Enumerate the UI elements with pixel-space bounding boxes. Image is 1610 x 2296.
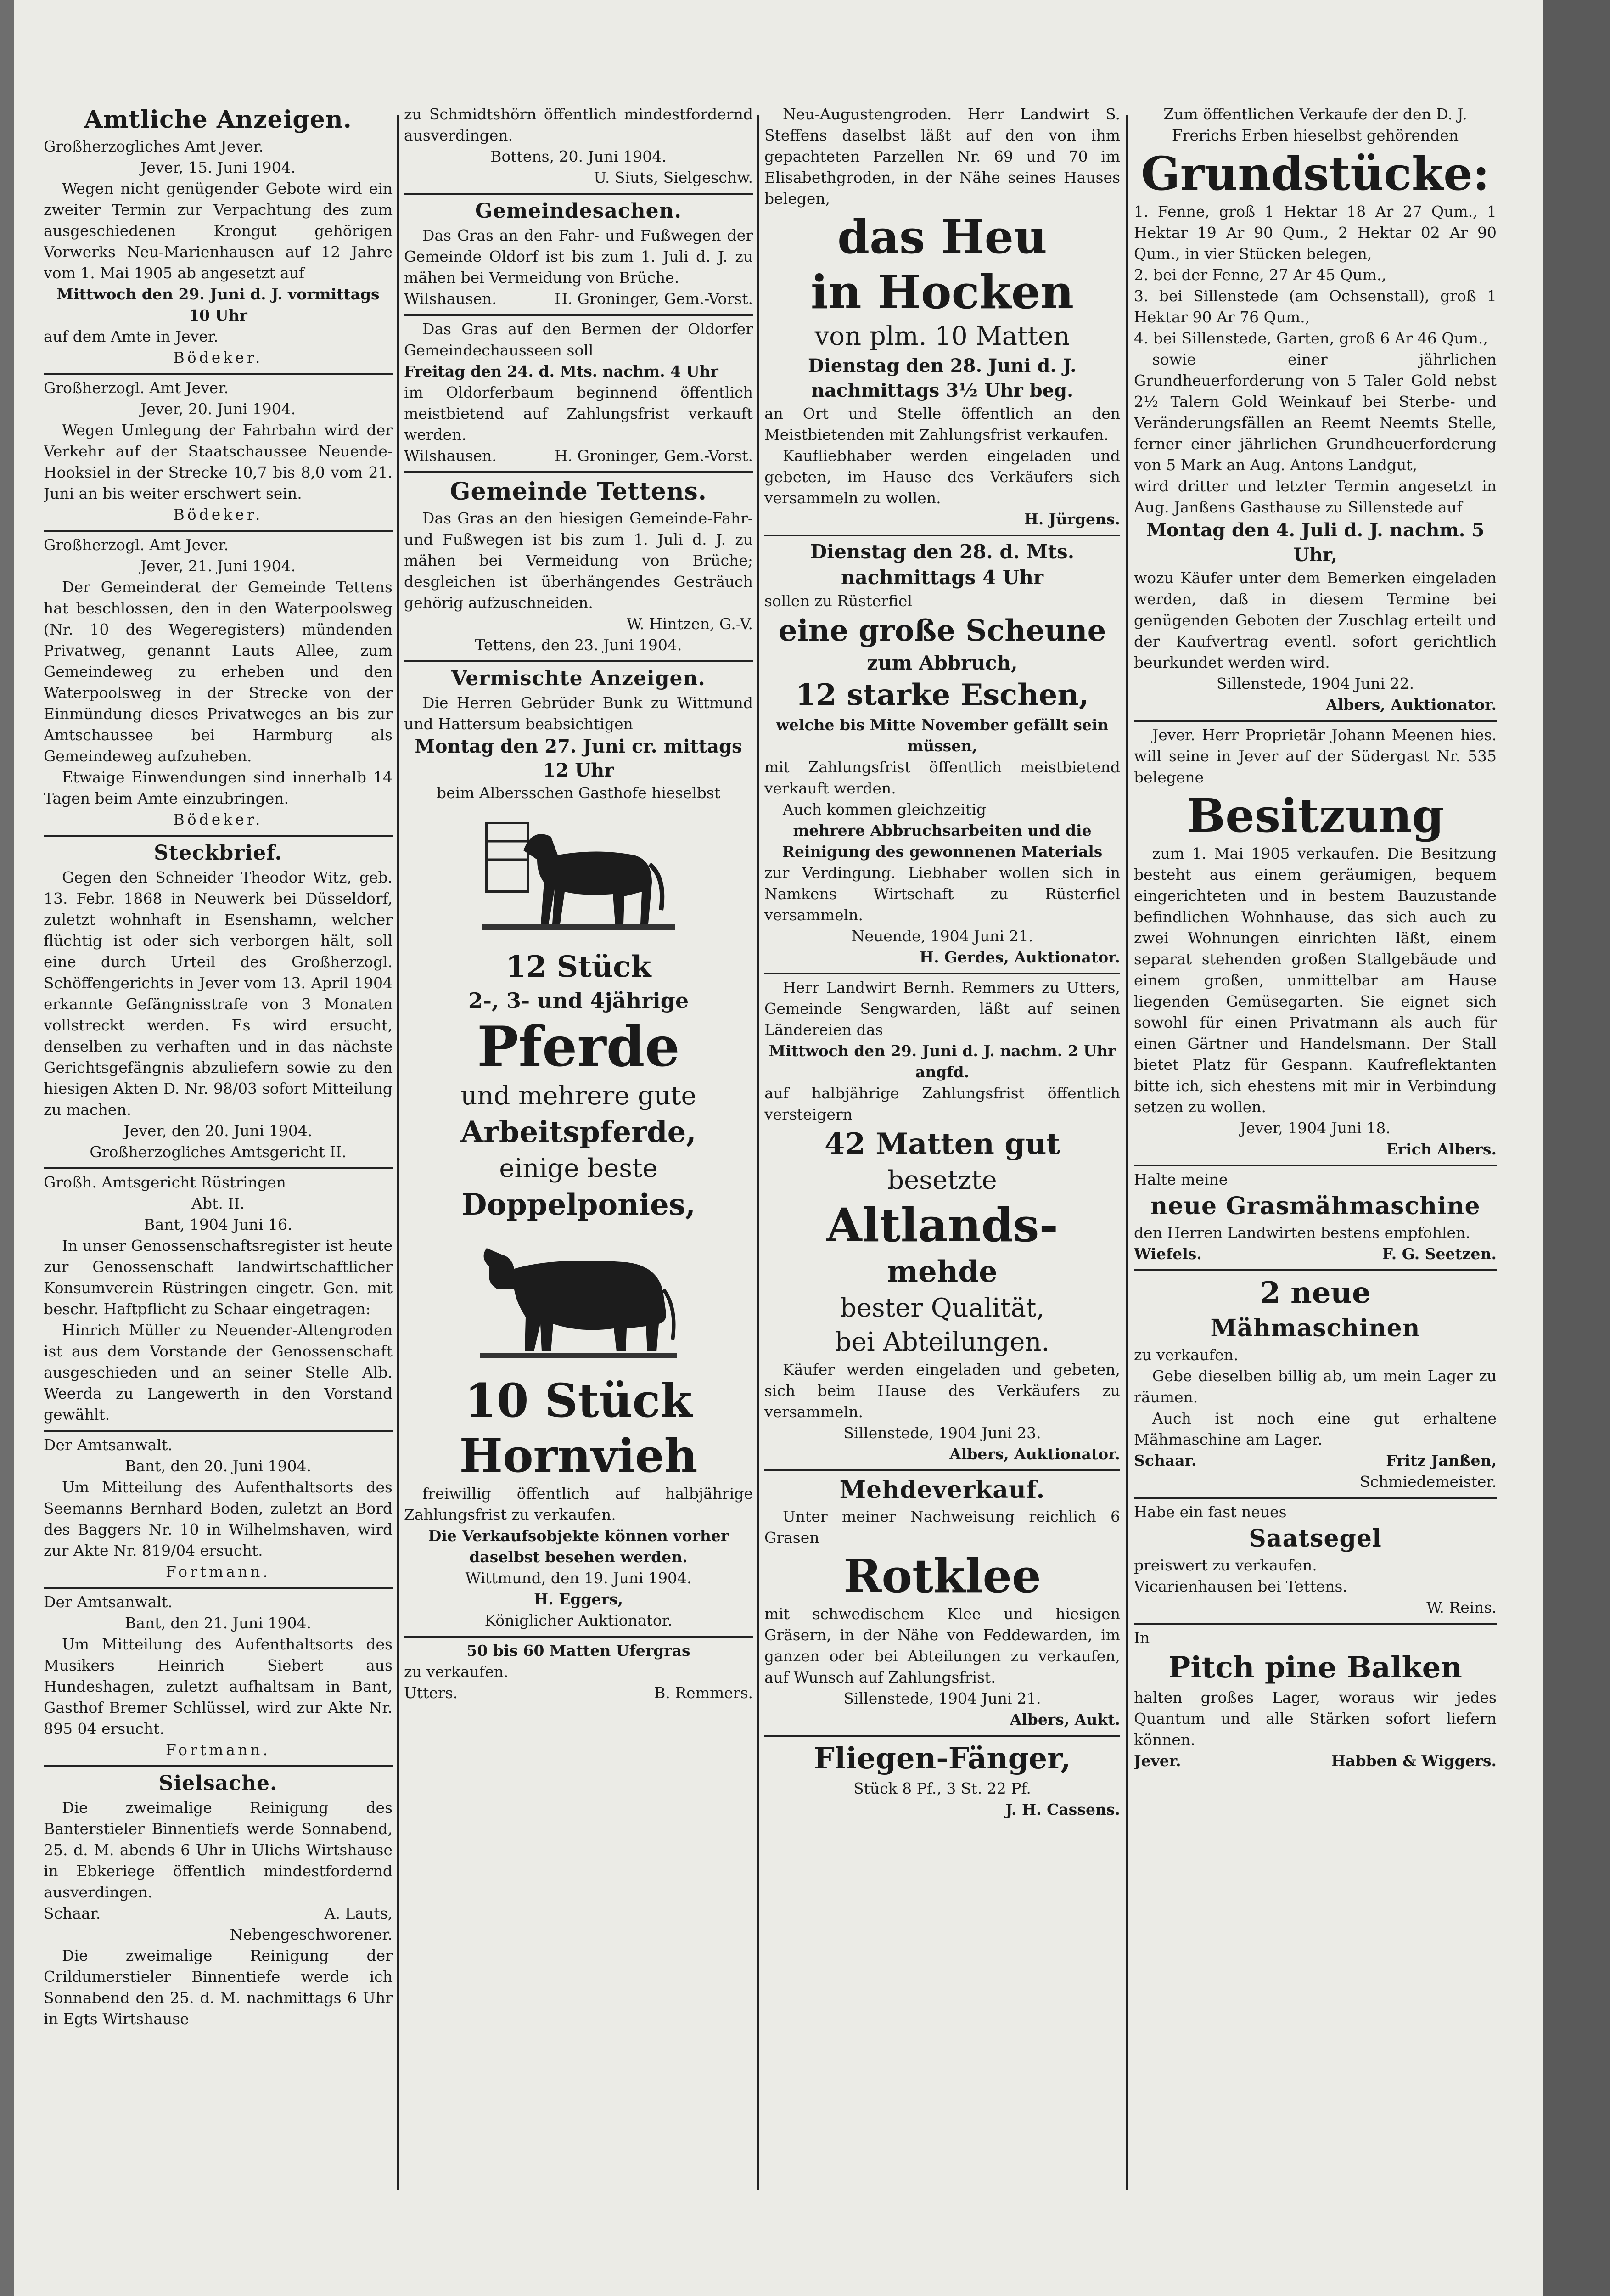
date-line: Bottens, 20. Juni 1904. — [490, 147, 667, 165]
body-emphasis: mehrere Abbruchsarbeiten und die Reinigung des gewonnenen Materials — [782, 822, 1103, 861]
horse-illustration — [404, 804, 753, 948]
headline: Arbeitspferde, — [460, 1115, 696, 1149]
authority-line: Großherzogliches Amt Jever. — [44, 137, 264, 155]
headline: Besitzung — [1186, 788, 1444, 843]
date-line: Jever, 15. Juni 1904. — [140, 158, 296, 176]
signature: A. Lauts, — [324, 1904, 393, 1922]
signature: Albers, Auktionator. — [1326, 696, 1497, 714]
signature: W. Hintzen, G.-V. — [626, 615, 753, 633]
ad-besitzung — [1134, 722, 1497, 1166]
body-text: Die zweimalige Reinigung der Crildumerstieler Binnentiefe werde ich Sonnabend den 25. d. M. nachmittags 6 Uhr in Egts Wirtshause — [44, 1947, 393, 2028]
headline: 10 Stück — [465, 1373, 692, 1428]
ad-title: Gemeinde Tettens. — [450, 478, 707, 506]
ad-amtsanwalt-2 — [44, 1589, 393, 1767]
ad-rotklee — [764, 1471, 1120, 1737]
body-text: In unser Genossenschaftsregister ist heute zur Genossenschaft landwirtschaftlicher Konsumverein Rüstringen eingetr. Gen. mit beschr. Haftpflicht zu Schaar eingetragen: — [44, 1237, 393, 1318]
ad-genossenschaft — [44, 1169, 393, 1432]
body-text: Um Mitteilung des Aufenthaltsorts des Seemanns Bernhard Boden, zuletzt an Bord des Baggers Nr. 10 in Wilhelmshaven, wird zur Akte Nr. 819/04 ersucht. — [44, 1478, 393, 1559]
date-line: Bant, den 21. Juni 1904. — [124, 1614, 312, 1632]
signature: H. Groninger, Gem.-Vorst. — [554, 290, 753, 308]
signature: B. Remmers. — [654, 1684, 753, 1702]
ad-gemeinderat — [44, 532, 393, 837]
body-text: Unter meiner Nachweisung reichlich 6 Grasen — [764, 1508, 1120, 1547]
body-text: zum 1. Mai 1905 verkaufen. Die Besitzung besteht aus einem geräumigen, bequem eingerichteten und in bestem Bauzustande befindlichen Wohnhause, das sich auch zu zwei Wohnungen einrichten läßt, einem separat stehenden großen Stallgebäude und einem großen, unmittelbar am Hause liegenden Gemüsegarten. Sie eignet sich sowohl für einen Privatmann als auch für einen Gärtner und Handelsmann. Der Stall bietet Platz für Gespann. Kaufreflektanten bitte ich, sich ehestens mit mir in Verbindung setzen zu wollen. — [1134, 844, 1497, 1116]
signature-place: Utters. — [404, 1684, 458, 1702]
ad-tettens — [404, 473, 753, 662]
body-text: beim Albersschen Gasthofe hieselbst — [437, 784, 720, 802]
section-heading: Vermischte Anzeigen. — [451, 667, 706, 690]
headline: Doppelponies, — [461, 1187, 696, 1222]
signature: Albers, Aukt. — [1010, 1711, 1120, 1728]
body-text: Jever. Herr Proprietär Johann Meenen hies. will seine in Jever auf der Südergast Nr. 535 belegene — [1134, 726, 1497, 786]
column-rule — [757, 115, 759, 2190]
body-text: Die zweimalige Reinigung des Banterstieler Binnentiefs werde Sonnabend, 25. d. M. abends 6 Uhr in Ulichs Wirtshause in Ebkeriege öffentlich mindestfordernd ausverdingen. — [44, 1799, 393, 1901]
list-item: 3. bei Sillenstede (am Ochsenstall), groß 1 Hektar 90 Ar 76 Qum., — [1134, 287, 1497, 326]
cow-illustration — [404, 1224, 753, 1373]
note-emphasis: Die Verkaufsobjekte können vorher daselbst besehen werden. — [428, 1527, 729, 1566]
headline: in Hocken — [810, 265, 1074, 319]
signature: Albers, Auktionator. — [949, 1445, 1120, 1463]
ad-heu — [764, 101, 1120, 536]
headline: Pitch pine Balken — [1168, 1650, 1462, 1685]
ad-amtliche — [44, 101, 393, 375]
ad-schmidtshoern — [404, 101, 753, 195]
subheadline: bester Qualität, — [840, 1293, 1045, 1323]
signature-place: Schaar. — [44, 1904, 101, 1922]
date-line: Jever, 21. Juni 1904. — [140, 557, 296, 575]
signature-place: Wilshausen. — [404, 290, 497, 308]
body-text: mit Zahlungsfrist öffentlich meistbietend verkauft werden. — [764, 758, 1120, 797]
date-emphasis: Dienstag den 28. d. Mts. nachmittags 4 Uhr — [810, 540, 1075, 589]
signature: Bödeker. — [173, 810, 263, 828]
date-emphasis: Freitag den 24. d. Mts. nachm. 4 Uhr — [404, 362, 718, 380]
signature: F. G. Seetzen. — [1382, 1245, 1497, 1263]
signature: U. Siuts, Sielgeschw. — [594, 169, 753, 186]
signature-row — [1134, 1450, 1497, 1471]
signature: W. Reins. — [1426, 1598, 1497, 1616]
signature: H. Eggers, — [534, 1590, 623, 1608]
ad-gemeindesachen — [404, 195, 753, 316]
signature: Erich Albers. — [1386, 1140, 1497, 1158]
ad-title: Mehdeverkauf. — [839, 1476, 1045, 1504]
body-text: im Oldorferbaum beginnend öffentlich meistbietend auf Zahlungsfrist verkauft werden. — [404, 383, 753, 444]
body-text: sowie einer jährlichen Grundheuerforderung von 5 Taler Gold nebst 2½ Talern Gold Weinkauf bei Sterbe- und Veränderungsfällen an Reemt Neemts Stelle, ferner einer jährlichen Grundheuerforderung von 5 Mark an Aug. Antons Landgut, — [1134, 350, 1497, 474]
date-line: Jever, den 20. Juni 1904. — [123, 1122, 313, 1140]
ad-scheune — [764, 536, 1120, 974]
subheadline: bei Abteilungen. — [835, 1327, 1050, 1357]
ad-fliegen — [764, 1737, 1120, 1825]
body-text: Vicarienhausen bei Tettens. — [1134, 1577, 1347, 1595]
body-text: den Herren Landwirten bestens empfohlen. — [1134, 1224, 1470, 1242]
headline: Saatsegel — [1249, 1525, 1382, 1553]
headline: Pferde — [477, 1014, 680, 1079]
date-emphasis: Mittwoch den 29. Juni d. J. vormittags 10 Uhr — [56, 285, 380, 324]
ad-title: Steckbrief. — [154, 841, 282, 865]
signature-place: Jever. — [1134, 1752, 1181, 1770]
headline: Mähmaschinen — [1210, 1314, 1420, 1342]
body-text: Halte meine — [1134, 1171, 1228, 1188]
headline: 12 starke Eschen, — [795, 678, 1089, 712]
list-item: 2. bei der Fenne, 27 Ar 45 Qum., — [1134, 266, 1386, 284]
date-emphasis: Mittwoch den 29. Juni d. J. nachm. 2 Uhr angfd. — [769, 1042, 1116, 1081]
ad-saatsegel — [1134, 1499, 1497, 1625]
body-text: zu verkaufen. — [1134, 1346, 1239, 1364]
subheadline: einige beste — [499, 1154, 658, 1183]
ad-steckbrief — [44, 837, 393, 1169]
body-text: zu verkaufen. — [404, 1663, 509, 1681]
date-emphasis: Dienstag den 28. Juni d. J. nachmittags 3½ Uhr beg. — [808, 355, 1077, 401]
headline: besetzte — [887, 1165, 997, 1195]
ad-amtsanwalt-1 — [44, 1432, 393, 1589]
headline: Altlands- — [826, 1198, 1058, 1252]
list-item: 1. Fenne, groß 1 Hektar 18 Ar 27 Qum., 1 Hektar 19 Ar 90 Qum., 2 Hektar 02 Ar 90 Qum., in vier Stücken belegen, — [1134, 203, 1497, 263]
date-line: Wittmund, den 19. Juni 1904. — [465, 1569, 692, 1587]
date-emphasis: Montag den 27. Juni cr. mittags 12 Uhr — [415, 736, 742, 781]
signature-title: Schmiedemeister. — [1359, 1473, 1497, 1491]
date-line: Sillenstede, 1904 Juni 22. — [1216, 675, 1414, 692]
authority-line: Großh. Amtsgericht Rüstringen — [44, 1173, 286, 1191]
body-text: Gegen den Schneider Theodor Witz, geb. 13. Febr. 1868 in Neuwerk bei Düsseldorf, zuletzt wohnhaft in Esenshamn, welcher flüchtig ist oder sich verborgen hält, soll eine durch Urteil des Großherzogl. Schöffengerichts in Jever vom 13. April 1904 erkannte Gefängnisstrafe von 3 Monaten vollstreckt werden. Es wird ersucht, denselben zu verhaften und in das nächste Gerichtsgefängnis abzuliefern sowie zu den hiesigen Akten D. Nr. 98/03 sofort Mitteilung zu machen. — [44, 868, 393, 1119]
headline: 2 neue — [1260, 1276, 1371, 1310]
column-2 — [404, 101, 753, 2195]
headline: 42 Matten gut — [824, 1127, 1060, 1161]
body-text: Um Mitteilung des Aufenthaltsorts des Musikers Heinrich Siebert aus Hundeshagen, zuletzt aufhaltsam in Bant, Gasthof Bremer Schlüssel, wird zur Akte Nr. 895 04 ersucht. — [44, 1635, 393, 1738]
headline: Grundstücke: — [1141, 146, 1490, 201]
page-edge — [1543, 0, 1610, 2296]
ad-title: Sielsache. — [158, 1772, 278, 1795]
column-rule — [397, 115, 399, 2190]
date-line: Bant, 1904 Juni 16. — [144, 1216, 292, 1233]
body-text: In — [1134, 1629, 1150, 1647]
signature: H. Groninger, Gem.-Vorst. — [554, 447, 753, 465]
subheadline: von plm. 10 Matten — [814, 321, 1070, 351]
signature: Fortmann. — [166, 1563, 270, 1581]
authority-line: Abt. II. — [191, 1194, 245, 1212]
body-text: Das Gras auf den Bermen der Oldorfer Gemeindechausseen soll — [404, 320, 753, 359]
body-text: Zum öffentlichen Verkaufe der den D. J. Frerichs Erben hieselbst gehörenden — [1163, 105, 1467, 144]
date-line: Jever, 1904 Juni 18. — [1240, 1119, 1391, 1137]
body-text: wozu Käufer unter dem Bemerken eingeladen werden, daß in diesem Termine bei genügenden Geboten der Zuschlag erteilt und der Kaufvertrag eventl. sofort gerichtlich beurkundet werden wird. — [1134, 569, 1497, 671]
ad-bermen — [404, 316, 753, 473]
authority-line: Der Amtsanwalt. — [44, 1436, 173, 1454]
signature-place: Schaar. — [1134, 1452, 1197, 1469]
section-heading: Amtliche Anzeigen. — [84, 106, 352, 134]
signature-row — [44, 1903, 393, 1924]
subheadline: welche bis Mitte November gefällt sein müssen, — [776, 716, 1109, 755]
signature-row — [1134, 1750, 1497, 1772]
body-text: Habe ein fast neues — [1134, 1503, 1287, 1521]
body-text: Hinrich Müller zu Neuender-Altengroden ist aus dem Vorstande der Genossenschaft ausgeschieden und an seiner Stelle Alb. Weerda zu Langewerth in den Vorstand gewählt. — [44, 1321, 393, 1424]
headline: Rotklee — [843, 1549, 1041, 1603]
subheadline: zum Abbruch, — [867, 652, 1018, 674]
ad-title: 50 bis 60 Matten Ufergras — [466, 1642, 690, 1660]
list-item: 4. bei Sillenstede, Garten, groß 6 Ar 46 Qum., — [1134, 329, 1488, 347]
headline: mehde — [887, 1255, 998, 1289]
body-text: auf dem Amte in Jever. — [44, 327, 219, 345]
ad-sielsache — [44, 1767, 393, 2034]
ad-pitchpine — [1134, 1625, 1497, 1776]
ad-grasmaeh — [1134, 1166, 1497, 1271]
signature: Fritz Janßen, — [1386, 1452, 1497, 1469]
signature: Habben & Wiggers. — [1331, 1752, 1497, 1770]
ad-title: Gemeindesachen. — [475, 199, 682, 223]
body-text: Auch ist noch eine gut erhaltene Mähmaschine am Lager. — [1134, 1409, 1497, 1448]
signature: Bödeker. — [173, 506, 263, 523]
body-text: Die Herren Gebrüder Bunk zu Wittmund und Hattersum beabsichtigen — [404, 694, 753, 733]
signature-row — [404, 1683, 753, 1704]
signature: Bödeker. — [173, 349, 263, 366]
column-4 — [1134, 101, 1497, 2195]
body-text: preiswert zu verkaufen. — [1134, 1556, 1317, 1574]
headline: eine große Scheune — [778, 613, 1106, 648]
signature: H. Gerdes, Auktionator. — [919, 948, 1120, 966]
ad-ufergras — [404, 1638, 753, 1708]
body-text: wird dritter und letzter Termin angesetzt in Aug. Janßens Gasthause zu Sillenstede auf — [1134, 477, 1497, 516]
headline: das Heu — [837, 210, 1047, 264]
authority-line: Großherzogl. Amt Jever. — [44, 536, 229, 554]
body-text: sollen zu Rüsterfiel — [764, 592, 913, 610]
body-text: Herr Landwirt Bernh. Remmers zu Utters, Gemeinde Sengwarden, läßt auf seinen Ländereien das — [764, 979, 1120, 1039]
ad-pferde-auktion — [404, 662, 753, 1638]
signature: J. H. Cassens. — [1005, 1801, 1120, 1818]
ad-mehde — [764, 974, 1120, 1471]
signature: Großherzogliches Amtsgericht II. — [90, 1143, 347, 1161]
signature-row — [404, 445, 753, 467]
column-3 — [764, 101, 1120, 2195]
headline: Fliegen-Fänger, — [813, 1741, 1071, 1776]
headline: Hornvieh — [459, 1429, 698, 1483]
body-text: Der Gemeinderat der Gemeinde Tettens hat beschlossen, den in den Waterpoolsweg (Nr. 10 des Wegeregisters) mündenden Privatweg, genannt Lauts Allee, zum Gemeindeweg zu erheben und den Waterpoolsweg in der Strecke von der Einmündung dieses Privatweges an bis zur Amtschaussee bei Harmburg als Gemeindeweg aufzuheben. — [44, 578, 393, 765]
body-text: Käufer werden eingeladen und gebeten, sich beim Hause des Verkäufers zu versammeln. — [764, 1361, 1120, 1421]
body-text: freiwillig öffentlich auf halbjährige Zahlungsfrist zu verkaufen. — [404, 1485, 753, 1524]
body-text: an Ort und Stelle öffentlich an den Meistbietenden mit Zahlungsfrist verkaufen. — [764, 405, 1120, 444]
body-text: zur Verdingung. Liebhaber wollen sich in Namkens Wirtschaft zu Rüsterfiel versammeln. — [764, 864, 1120, 924]
date-line: Sillenstede, 1904 Juni 21. — [843, 1689, 1041, 1707]
body-text: Das Gras an den Fahr- und Fußwegen der Gemeinde Oldorf ist bis zum 1. Juli d. J. zu mähen bei Vermeidung von Brüche. — [404, 226, 753, 287]
body-text: Das Gras an den hiesigen Gemeinde-Fahr- und Fußwegen ist bis zum 1. Juli d. J. zu mähen bei Vermeidung von Brüche; desgleichen ist überhängendes Gesträuch gehörig aufzuschneiden. — [404, 509, 753, 612]
body-text: Kaufliebhaber werden eingeladen und gebeten, im Hause des Verkäufers sich versammeln zu wollen. — [764, 447, 1120, 507]
body-text: Gebe dieselben billig ab, um mein Lager zu räumen. — [1134, 1367, 1497, 1406]
column-1 — [44, 101, 393, 2195]
ad-maehmaschinen — [1134, 1271, 1497, 1499]
authority-line: Der Amtsanwalt. — [44, 1593, 173, 1611]
signature-title: Nebengeschworener. — [230, 1925, 393, 1943]
column-rule — [1126, 115, 1128, 2190]
headline: neue Grasmähmaschine — [1150, 1192, 1481, 1220]
signature-row — [404, 288, 753, 310]
signature: H. Jürgens. — [1024, 510, 1120, 528]
body-text: Wegen nicht genügender Gebote wird ein zweiter Termin zur Verpachtung des zum ausgeschiedenen Krongut gehörigen Vorwerks Neu-Marienhausen auf 12 Jahre vom 1. Mai 1905 ab angesetzt auf — [44, 180, 393, 282]
body-text: auf halbjährige Zahlungsfrist öffentlich versteigern — [764, 1084, 1120, 1123]
signature: Fortmann. — [166, 1741, 270, 1759]
body-text: Wegen Umlegung der Fahrbahn wird der Verkehr auf der Staatschaussee Neuende-Hooksiel in der Strecke 10,7 bis 8,0 vom 21. Juni an bis weiter erschwert sein. — [44, 421, 393, 502]
signature-title: Königlicher Auktionator. — [484, 1611, 673, 1629]
authority-line: Großherzogl. Amt Jever. — [44, 379, 229, 397]
subheadline: 2-, 3- und 4jährige — [468, 988, 689, 1013]
subheadline: und mehrere gute — [460, 1081, 696, 1111]
date-line: Sillenstede, 1904 Juni 23. — [843, 1424, 1041, 1442]
signature-place: Wiefels. — [1134, 1245, 1202, 1263]
signature-place: Wilshausen. — [404, 447, 497, 465]
date-line: Bant, den 20. Juni 1904. — [124, 1457, 312, 1475]
ad-grundstuecke — [1134, 101, 1497, 722]
body-text: mit schwedischem Klee und hiesigen Gräsern, in der Nähe von Feddewarden, im ganzen oder bei Abteilungen zu verkaufen, auf Wunsch auf Zahlungsfrist. — [764, 1605, 1120, 1686]
body-text: Stück 8 Pf., 3 St. 22 Pf. — [853, 1779, 1031, 1797]
body-text: Auch kommen gleichzeitig — [783, 800, 986, 818]
date-line: Tettens, den 23. Juni 1904. — [475, 636, 682, 654]
body-text: Etwaige Einwendungen sind innerhalb 14 Tagen beim Amte einzubringen. — [44, 768, 393, 807]
signature-row — [1134, 1244, 1497, 1265]
ad-fahrbahn — [44, 375, 393, 532]
date-emphasis: Montag den 4. Juli d. J. nachm. 5 Uhr, — [1146, 519, 1485, 566]
headline: 12 Stück — [505, 950, 651, 984]
date-line: Jever, 20. Juni 1904. — [140, 400, 296, 418]
body-text: zu Schmidtshörn öffentlich mindestfordernd ausverdingen. — [404, 105, 753, 144]
body-text: Neu-Augustengroden. Herr Landwirt S. Steffens daselbst läßt auf den von ihm gepachteten Parzellen Nr. 69 und 70 im Elisabethgroden, in der Nähe seines Hauses belegen, — [764, 105, 1120, 208]
body-text: halten großes Lager, woraus wir jedes Quantum und alle Stärken sofort liefern können. — [1134, 1688, 1497, 1749]
date-line: Neuende, 1904 Juni 21. — [851, 927, 1033, 945]
